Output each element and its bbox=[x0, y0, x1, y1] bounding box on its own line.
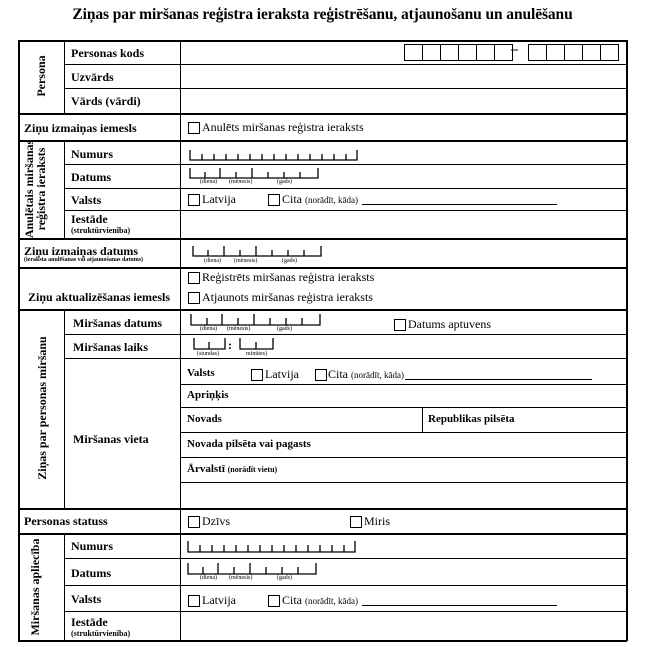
anuletais-section-label: Anulētais miršanas reģistra ieraksts bbox=[22, 139, 48, 239]
aplieciba-section-label: Miršanas apliecība bbox=[28, 538, 42, 636]
mirsana-minutes: minūtes) bbox=[246, 351, 267, 357]
mirsana-diena: (diena) bbox=[200, 326, 217, 332]
personas-kods-label: Personas kods bbox=[71, 46, 145, 60]
persona-section-label: Persona bbox=[34, 55, 48, 97]
izmainas-datums-label: Ziņu izmaiņas datums bbox=[24, 244, 139, 258]
aplieciba-iestade-label: Iestāde bbox=[71, 615, 108, 629]
atjaunots-label: Atjaunots miršanas reģistra ieraksts bbox=[202, 290, 373, 304]
personas-statuss-label: Personas statuss bbox=[24, 514, 108, 528]
izmainas-diena: (diena) bbox=[204, 258, 221, 264]
novads-label: Novads bbox=[187, 413, 222, 425]
republikas-pilseta-label: Republikas pilsēta bbox=[428, 413, 515, 425]
aplieciba-valsts-label: Valsts bbox=[71, 592, 102, 606]
anuletais-menesis: (mēnesis) bbox=[229, 179, 253, 185]
izmainas-datums-comb bbox=[193, 246, 321, 256]
anuletais-latvija-label: Latvija bbox=[202, 192, 236, 206]
mirsana-section-label: Ziņas par personas miršanu bbox=[35, 336, 49, 480]
anulets-option-label: Anulēts miršanas reģistra ieraksts bbox=[202, 120, 364, 134]
vieta-cita-label: Cita (norādīt, kāda) bbox=[328, 367, 404, 381]
laiks-colon: : bbox=[228, 338, 232, 352]
aplieciba-datums-comb bbox=[188, 563, 316, 574]
aplieciba-diena: (diena) bbox=[200, 575, 217, 581]
aplieciba-cita-label: Cita (norādīt, kāda) bbox=[282, 593, 358, 607]
anuletais-datums-label: Datums bbox=[71, 170, 112, 184]
aplieciba-iestade-sub: (struktūrvienība) bbox=[71, 629, 131, 638]
aptuvens-label: Datums aptuvens bbox=[408, 317, 491, 331]
aplieciba-menesis: (mēnesis) bbox=[229, 575, 253, 581]
izmainas-iemesls-label: Ziņu izmaiņas iemesls bbox=[24, 121, 137, 135]
anuletais-iestade-label: Iestāde bbox=[71, 212, 108, 226]
personas-kods-dash: – bbox=[511, 42, 518, 57]
mirsanas-laiks-stundas bbox=[194, 338, 225, 349]
vieta-latvija-label: Latvija bbox=[265, 367, 299, 381]
anuletais-numurs-comb bbox=[190, 150, 357, 160]
aplieciba-datums-label: Datums bbox=[71, 566, 112, 580]
mirsana-gads: (gads) bbox=[277, 326, 292, 332]
anuletais-cita-label: Cita (norādīt, kāda) bbox=[282, 192, 358, 206]
form-title: Ziņas par miršanas reģistra ieraksta reģistrēšanu, atjaunošanu un anulēšanu bbox=[72, 6, 573, 23]
mirsanas-vieta-label: Miršanas vieta bbox=[73, 432, 149, 446]
aplieciba-numurs-label: Numurs bbox=[71, 539, 114, 553]
vards-label: Vārds (vārdi) bbox=[71, 94, 141, 108]
registrets-label: Reģistrēts miršanas reģistra ieraksts bbox=[202, 270, 375, 284]
dzivs-label: Dzīvs bbox=[202, 514, 230, 528]
miris-label: Miris bbox=[364, 514, 391, 528]
vieta-valsts-label: Valsts bbox=[187, 367, 215, 379]
uzvards-label: Uzvārds bbox=[71, 70, 114, 84]
anuletais-datums-comb bbox=[190, 168, 318, 178]
mirsana-stundas: (stundas) bbox=[197, 351, 219, 357]
arvalsti-label: Ārvalstī (norādīt vietu) bbox=[187, 463, 278, 475]
aplieciba-gads: (gads) bbox=[277, 575, 292, 581]
aprinkis-label: Apriņķis bbox=[187, 389, 229, 401]
izmainas-menesis: (mēnesis) bbox=[234, 258, 258, 264]
aktualizesanas-label: Ziņu aktualizēšanas iemesls bbox=[28, 290, 171, 304]
anuletais-iestade-sub: (struktūrvienība) bbox=[71, 226, 131, 235]
aplieciba-numurs-comb bbox=[188, 541, 355, 552]
mirsana-menesis: (mēnesis) bbox=[227, 326, 251, 332]
izmainas-datums-sub: (ieraksta anulēšanas vai atjaunošanas datums) bbox=[24, 257, 144, 263]
anuletais-gads: (gads) bbox=[277, 179, 292, 185]
aplieciba-latvija-label: Latvija bbox=[202, 593, 236, 607]
anuletais-numurs-label: Numurs bbox=[71, 147, 114, 161]
izmainas-gads: (gads) bbox=[282, 258, 297, 264]
anuletais-diena: (diena) bbox=[200, 179, 217, 185]
mirsanas-laiks-label: Miršanas laiks bbox=[73, 340, 149, 354]
anuletais-valsts-label: Valsts bbox=[71, 193, 102, 207]
mirsanas-datums-label: Miršanas datums bbox=[73, 316, 163, 330]
novada-pilseta-label: Novada pilsēta vai pagasts bbox=[187, 438, 311, 450]
mirsanas-datums-comb bbox=[191, 314, 320, 325]
mirsanas-laiks-minutes bbox=[240, 338, 273, 349]
